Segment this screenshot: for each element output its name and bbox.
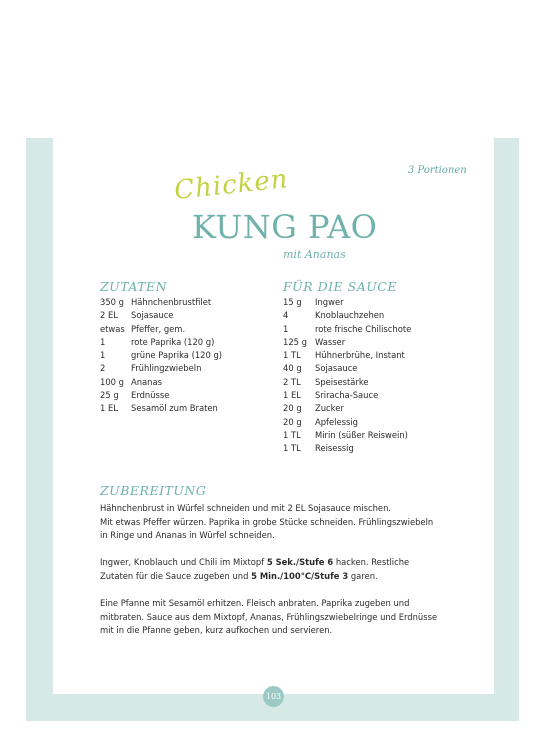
text-run: Ingwer, Knoblauch und Chili im Mixtopf [100, 557, 267, 568]
list-item [100, 336, 222, 349]
ingredient-amount: 20 g [283, 416, 302, 427]
ingredient-name: Ananas [131, 376, 162, 387]
ingredient-name: Zucker [315, 403, 344, 414]
list-item [100, 349, 222, 362]
list-item [283, 429, 411, 442]
ingredient-name: Hühnerbrühe, Instant [315, 350, 405, 361]
setting-highlight: 5 Sek./Stufe 6 [266, 557, 334, 568]
text-line: in Ringe und Ananas in Würfel schneiden. [100, 530, 275, 541]
ingredient-name: Knoblauchzehen [315, 310, 385, 321]
ingredient-name: Frühlingzwiebeln [131, 363, 202, 374]
ingredient-amount: etwas [100, 323, 125, 334]
list-item [283, 389, 411, 402]
list-item [283, 376, 411, 389]
list-item [100, 323, 222, 336]
sauce-heading: FÜR DIE SAUCE [283, 279, 397, 294]
preparation-step-3 [100, 597, 490, 638]
ingredient-amount: 2 TL [283, 376, 301, 387]
ingredient-name: Ingwer [315, 297, 344, 307]
list-item [100, 376, 222, 389]
title-script: Chicken [172, 164, 290, 206]
text-line: Mit etwas Pfeffer würzen. Paprika in grobe Stücke schneiden. Frühlingszwiebeln [100, 516, 434, 527]
subtitle: mit Ananas [283, 248, 346, 261]
list-item [283, 416, 411, 429]
list-item [100, 296, 222, 309]
preparation-heading: ZUBEREITUNG [100, 483, 207, 498]
ingredient-amount: 4 [283, 310, 289, 321]
list-item [100, 389, 222, 402]
text-line: Hähnchenbrust in Würfel schneiden und mit 2 EL Sojasauce mischen. [100, 503, 392, 513]
preparation-step-1 [100, 502, 490, 543]
list-item [283, 402, 411, 415]
preparation-text [100, 502, 490, 652]
text-run: hacken. Restliche [333, 557, 410, 568]
page-number-badge: 103 [263, 686, 284, 707]
text-line: mitbraten. Sauce aus dem Mixtopf, Ananas, Frühlingszwiebelringe und Erdnüsse [100, 611, 438, 622]
preparation-step-2 [100, 556, 490, 583]
text-run: garen. [348, 570, 378, 581]
list-item [100, 402, 222, 415]
ingredient-amount: 15 g [283, 297, 302, 307]
ingredient-amount: 1 EL [100, 403, 118, 414]
ingredient-amount: 2 [100, 363, 106, 374]
ingredients-list [100, 296, 222, 416]
ingredient-amount: 20 g [283, 403, 302, 414]
ingredient-amount: 1 TL [283, 429, 301, 440]
ingredient-amount: 1 [100, 350, 106, 361]
list-item [100, 309, 222, 322]
page-title: KUNG PAO [192, 208, 378, 246]
ingredient-name: rote frische Chilischote [315, 323, 412, 334]
ingredient-name: Hähnchenbrustfilet [131, 297, 212, 307]
ingredient-amount: 40 g [283, 363, 302, 374]
ingredient-name: Speisestärke [315, 376, 369, 387]
list-item [283, 442, 411, 455]
ingredient-amount: 1 TL [283, 443, 301, 454]
setting-highlight: 5 Min./100°C/Stufe 3 [251, 570, 349, 581]
ingredient-name: Mirin (süßer Reiswein) [315, 429, 408, 440]
ingredient-amount: 100 g [100, 376, 124, 387]
sauce-list [283, 296, 411, 456]
ingredients-heading: ZUTATEN [100, 279, 168, 294]
ingredient-amount: 1 TL [283, 350, 301, 361]
text-line: Eine Pfanne mit Sesamöl erhitzen. Fleisch anbraten. Paprika zugeben und [100, 598, 410, 609]
ingredient-amount: 350 g [100, 297, 124, 307]
ingredient-name: Sriracha-Sauce [315, 390, 379, 401]
list-item [283, 349, 411, 362]
ingredient-name: Wasser [315, 336, 346, 347]
ingredient-name: Reisessig [315, 443, 354, 454]
ingredient-name: Sesamöl zum Braten [131, 403, 218, 414]
ingredient-name: rote Paprika (120 g) [131, 336, 215, 347]
ingredient-amount: 2 EL [100, 310, 118, 321]
list-item [283, 296, 411, 309]
portions-label: 3 Portionen [408, 165, 467, 176]
ingredient-amount: 1 [100, 336, 106, 347]
text-run: Zutaten für die Sauce zugeben und [100, 570, 252, 581]
list-item [100, 362, 222, 375]
ingredient-amount: 1 [283, 323, 289, 334]
ingredient-name: Erdnüsse [131, 390, 170, 401]
ingredient-amount: 1 EL [283, 390, 301, 401]
list-item [283, 362, 411, 375]
ingredient-amount: 25 g [100, 390, 119, 401]
ingredient-name: Apfelessig [315, 416, 358, 427]
list-item [283, 323, 411, 336]
ingredient-name: Sojasauce [315, 363, 358, 374]
ingredient-amount: 125 g [283, 336, 307, 347]
text-line: mit in die Pfanne geben, kurz aufkochen und servieren. [100, 625, 333, 636]
ingredient-name: Sojasauce [131, 310, 174, 321]
ingredient-name: Pfeffer, gem. [131, 323, 186, 334]
ingredient-name: grüne Paprika (120 g) [131, 350, 223, 361]
list-item [283, 309, 411, 322]
list-item [283, 336, 411, 349]
